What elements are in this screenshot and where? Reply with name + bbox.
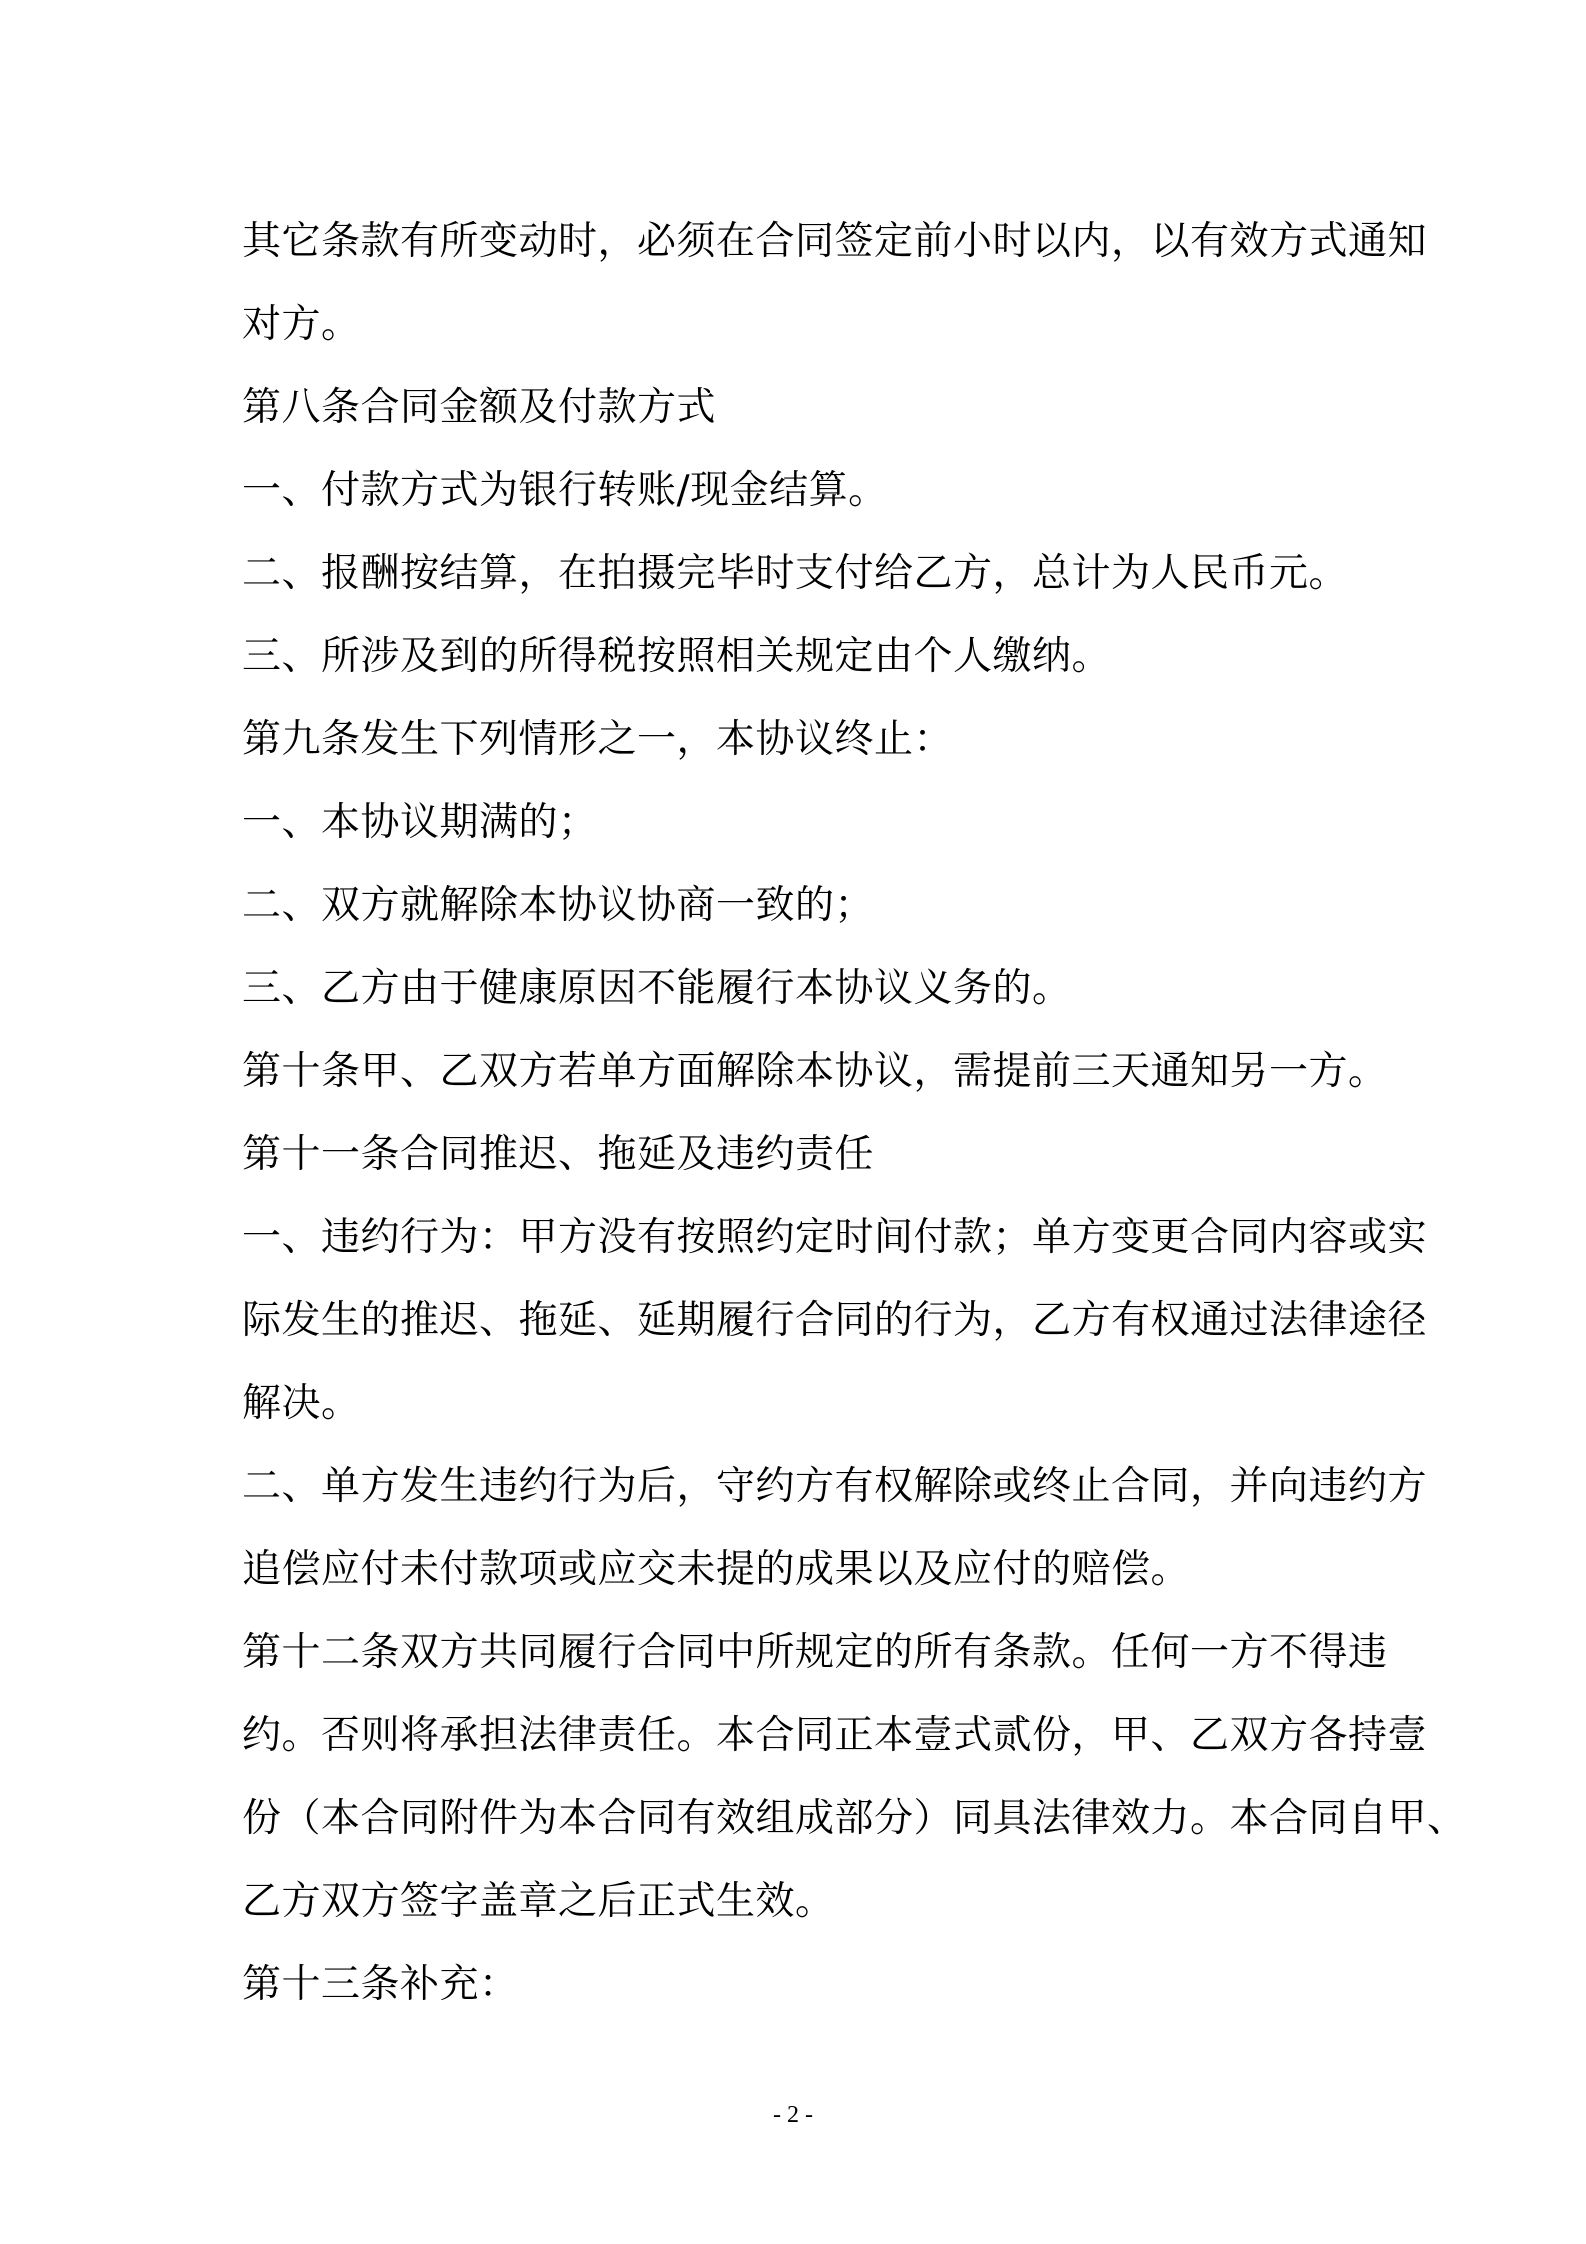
text-line: 约。否则将承担法律责任。本合同正本壹式贰份，甲、乙双方各持壹 (242, 1713, 1428, 1758)
text-line: 其它条款有所变动时，必须在合同签定前小时以内，以有效方式通知 (242, 219, 1428, 264)
article-heading: 第十二条双方共同履行合同中所规定的所有条款。任何一方不得违 (242, 1630, 1388, 1675)
document-body (242, 200, 1467, 2026)
article-heading: 第十一条合同推迟、拖延及违约责任 (242, 1132, 875, 1177)
text-line: 一、违约行为：甲方没有按照约定时间付款；单方变更合同内容或实 (242, 1215, 1428, 1260)
text-line: 二、双方就解除本协议协商一致的； (242, 883, 875, 928)
text-line: 份（本合同附件为本合同有效组成部分）同具法律效力。本合同自甲、 (242, 1796, 1467, 1841)
article-heading: 第九条发生下列情形之一，本协议终止： (242, 717, 954, 762)
text-line: 对方。 (242, 302, 361, 347)
text-line: 一、付款方式为银行转账/现金结算。 (242, 468, 888, 513)
text-line: 乙方双方签字盖章之后正式生效。 (242, 1879, 835, 1924)
text-line: 一、本协议期满的； (242, 800, 598, 845)
text-line: 二、单方发生违约行为后，守约方有权解除或终止合同，并向违约方 (242, 1464, 1428, 1509)
text-line: 解决。 (242, 1381, 361, 1426)
article-heading: 第十三条补充： (242, 1962, 519, 2007)
article-heading: 第八条合同金额及付款方式 (242, 385, 717, 430)
text-line: 三、所涉及到的所得税按照相关规定由个人缴纳。 (242, 634, 1112, 679)
text-line: 追偿应付未付款项或应交未提的成果以及应付的赔偿。 (242, 1547, 1191, 1592)
text-line: 三、乙方由于健康原因不能履行本协议义务的。 (242, 966, 1072, 1011)
page-number: - 2 - (773, 2102, 813, 2128)
article-heading: 第十条甲、乙双方若单方面解除本协议，需提前三天通知另一方。 (242, 1049, 1388, 1094)
text-line: 际发生的推迟、拖延、延期履行合同的行为，乙方有权通过法律途径 (242, 1298, 1428, 1343)
text-line: 二、报酬按结算，在拍摄完毕时支付给乙方，总计为人民币元。 (242, 551, 1349, 596)
